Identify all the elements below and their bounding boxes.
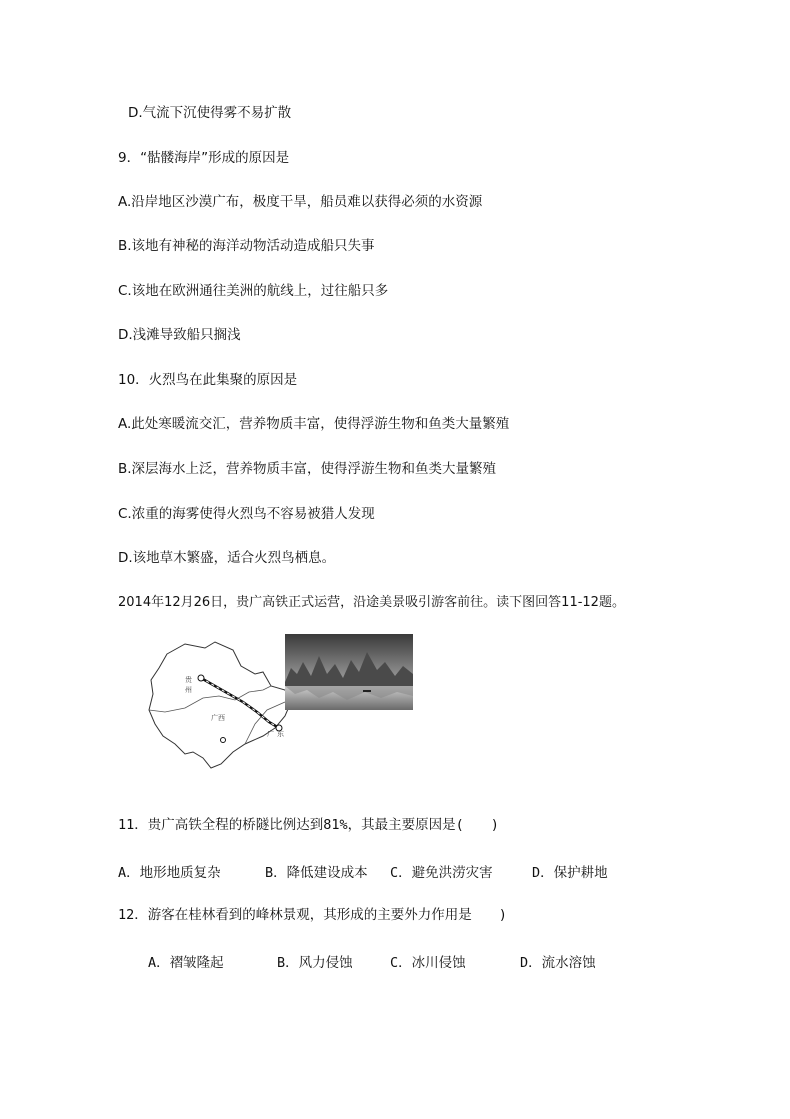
region-outline: [149, 642, 291, 768]
q12-option-a: A．褶皱隆起: [148, 955, 224, 971]
q9-stem: 9．“骷髅海岸”形成的原因是: [118, 150, 290, 166]
reading-intro: 2014年12月26日，贵广高铁正式运营，沿途美景吸引游客前往。读下图回答11-12题。: [118, 595, 625, 610]
photo-boat: [363, 690, 371, 692]
q10-option-d: D.该地草木繁盛，适合火烈鸟栖息。: [118, 550, 336, 566]
q8-option-d: D.气流下沉使得雾不易扩散: [128, 105, 292, 121]
q9-option-c: C.该地在欧洲通往美洲的航线上，过往船只多: [118, 283, 389, 299]
q11-option-c: C．避免洪涝灾害: [390, 865, 493, 881]
q10-option-a: A.此处寒暖流交汇，营养物质丰富，使得浮游生物和鱼类大量繁殖: [118, 416, 510, 432]
q11-stem: 11．贵广高铁全程的桥隧比例达到81%，其最主要原因是( ): [118, 817, 499, 833]
q10-option-c: C.浓重的海雾使得火烈鸟不容易被猎人发现: [118, 506, 375, 522]
map-label-dong: 东: [277, 730, 284, 738]
q12-option-c: C．冰川侵蚀: [390, 955, 466, 971]
q9-option-d: D.浅滩导致船只搁浅: [118, 327, 241, 343]
q12-stem: 12．游客在桂林看到的峰林景观，其形成的主要外力作用是 ): [118, 907, 507, 923]
q11-option-d: D．保护耕地: [532, 865, 608, 881]
map-label-guang: 广: [267, 730, 274, 738]
nanning-dot: [221, 738, 226, 743]
map-label-guangxi: 广西: [211, 714, 225, 722]
map-label-gui: 贵: [185, 676, 192, 684]
q11-option-b: B．降低建设成本: [265, 865, 368, 881]
q12-option-b: B．风力侵蚀: [277, 955, 353, 971]
karst-landscape-photo: [285, 634, 413, 710]
q11-option-a: A．地形地质复杂: [118, 865, 221, 881]
map-label-zhou: 州: [185, 686, 192, 694]
guiyang-dot: [198, 675, 204, 681]
q12-option-d: D．流水溶蚀: [520, 955, 596, 971]
q10-stem: 10．火烈鸟在此集聚的原因是: [118, 372, 298, 388]
q9-option-a: A.沿岸地区沙漠广布，极度干旱，船员难以获得必须的水资源: [118, 194, 483, 210]
q10-option-b: B.深层海水上泛，营养物质丰富，使得浮游生物和鱼类大量繁殖: [118, 461, 497, 477]
q9-option-b: B.该地有神秘的海洋动物活动造成船只失事: [118, 238, 375, 254]
rail-route-map: [145, 636, 295, 772]
